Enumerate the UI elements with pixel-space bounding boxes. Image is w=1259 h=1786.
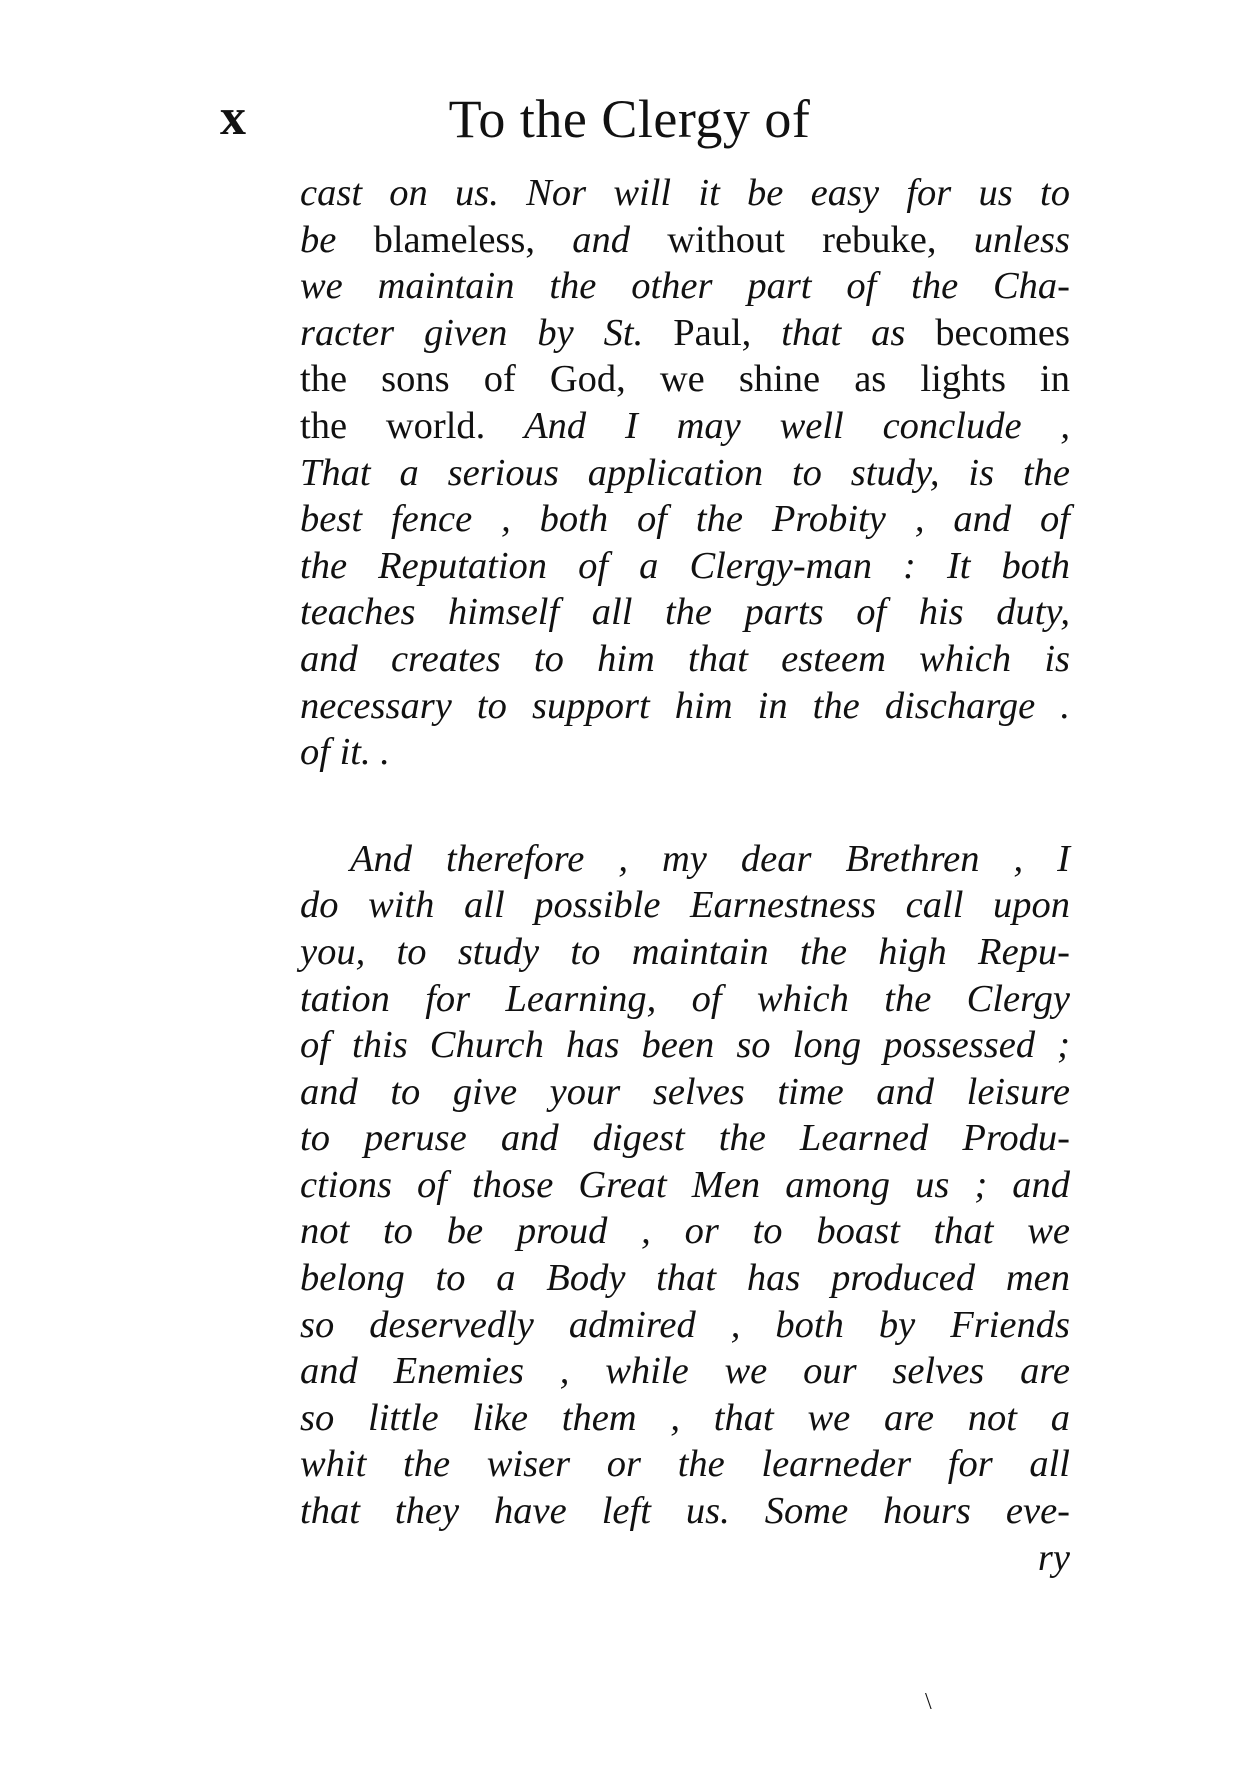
text-line: that they have left us. Some hours eve- <box>300 1490 1070 1533</box>
body-text <box>300 170 1070 1581</box>
text-line: and creates to him that esteem which is <box>300 637 1070 680</box>
text-line: belong to a Body that has produced men <box>300 1257 1070 1300</box>
text-line: best fence , both of the Probity , and of <box>300 498 1070 541</box>
text-line: cast on us. Nor will it be easy for us to <box>300 172 1070 214</box>
text-line: be blameless, and without rebuke, unless <box>300 218 1070 261</box>
text-line: tation for Learning, of which the Clergy <box>300 977 1070 1020</box>
text-line: you, to study to maintain the high Repu- <box>300 930 1070 973</box>
text-line: That a serious application to study, is the <box>300 451 1070 494</box>
text-line: so deservedly admired , both by Friends <box>300 1303 1070 1346</box>
text-line: racter given by St. Paul, that as becomes <box>300 311 1070 354</box>
text-line: ctions of those Great Men among us ; and <box>300 1163 1070 1206</box>
text-line: the world. And I may well conclude , <box>300 404 1070 447</box>
stray-mark: \ <box>925 1689 932 1715</box>
text-line: And therefore , my dear Brethren , I <box>350 837 1070 880</box>
text-line: so little like them , that we are not a <box>300 1396 1070 1439</box>
text-line: the Reputation of a Clergy-man : It both <box>300 544 1070 587</box>
text-line: whit the wiser or the learneder for all <box>300 1443 1070 1486</box>
paragraph-gap <box>300 776 1070 836</box>
page-number: x <box>220 89 246 146</box>
text-line: not to be proud , or to boast that we <box>300 1210 1070 1253</box>
text-line: teaches himself all the parts of his duty, <box>300 591 1070 634</box>
text-line: of this Church has been so long possessed ; <box>300 1024 1070 1067</box>
text-line: and to give your selves time and leisure <box>300 1070 1070 1113</box>
text-line: to peruse and digest the Learned Produ- <box>300 1117 1070 1160</box>
text-line: do with all possible Earnestness call upon <box>300 884 1070 927</box>
text-line: of it. . <box>300 731 390 774</box>
text-line: and Enemies , while we our selves are <box>300 1350 1070 1393</box>
text-line: necessary to support him in the discharge . <box>300 684 1070 727</box>
catchword: ry <box>1037 1536 1070 1579</box>
running-head: To the Clergy of <box>448 89 811 149</box>
text-line: we maintain the other part of the Cha- <box>300 265 1070 308</box>
text-line: the sons of God, we shine as lights in <box>300 358 1070 401</box>
